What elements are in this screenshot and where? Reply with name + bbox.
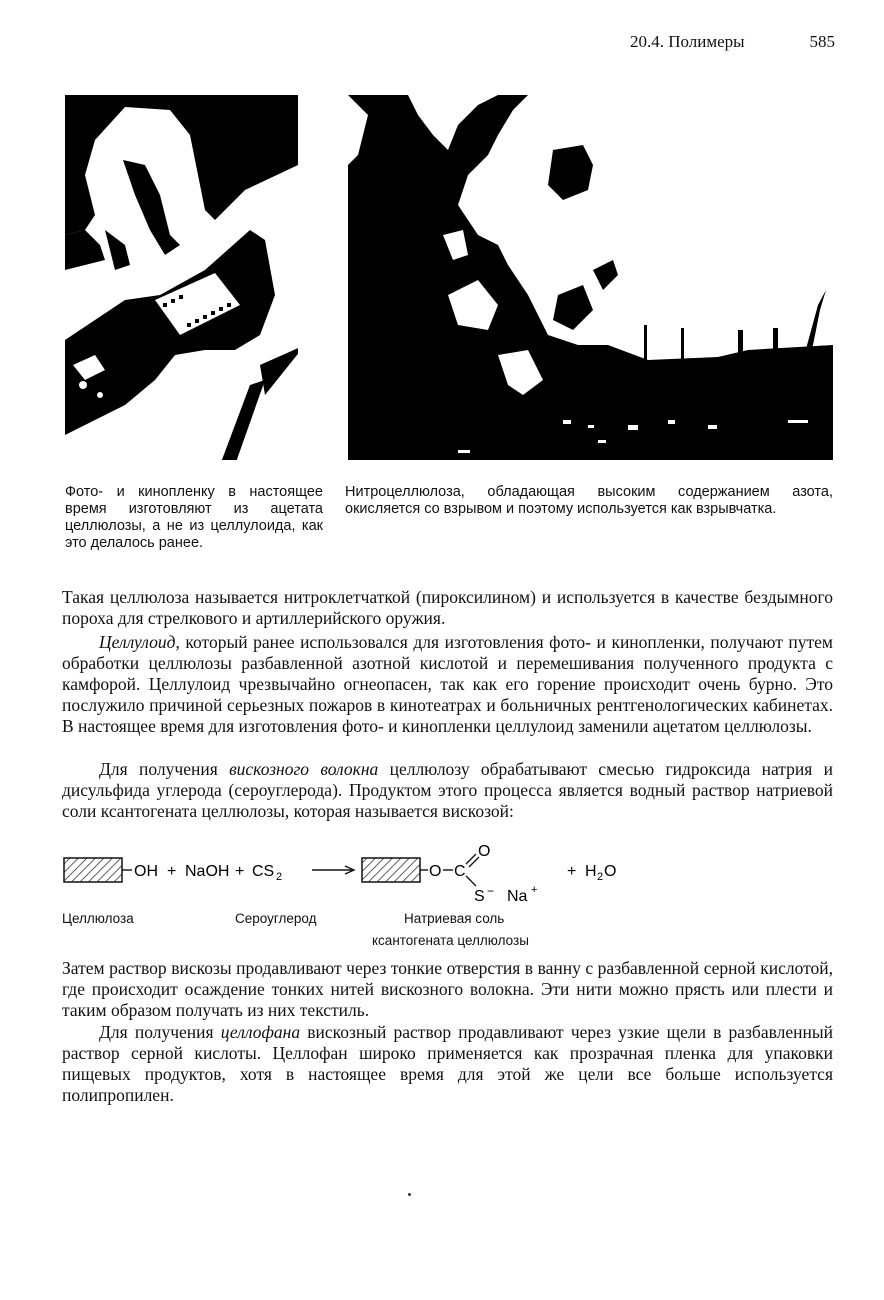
- label-product-line2: ксантогената целлюлозы: [372, 933, 529, 948]
- atom-s: S: [474, 888, 485, 905]
- paragraph-viscose: [62, 759, 833, 822]
- paragraph-text: Затем раствор вискозы продавливают через тонкие отверстия в ванну с разбавленной серной кислотой, где происходит осаждение тонких нитей вискозного волокна. Эти нити можно прясть или плести и таким образом получать из них текстиль.: [62, 958, 833, 1020]
- page-number: 585: [809, 32, 835, 51]
- paragraph-viscose-fiber: [62, 958, 833, 1021]
- paragraph-text: вискозный раствор продавливают через узкие щели в разбавленный раствор серной кислоты. Целлофан широко применяется как прозрачная пленка для упаковки пищевых продуктов, хотя в настоящее время для этой же цели все больше используется полипропилен.: [62, 1022, 833, 1105]
- byproduct-water-end: O: [604, 863, 617, 880]
- reagent-cs2: CS: [252, 863, 275, 880]
- plus-sign: +: [235, 863, 245, 880]
- paragraph-nitrocellulose: [62, 587, 833, 629]
- cellulose-block-icon: [362, 858, 420, 882]
- photo-explosion: [348, 95, 833, 460]
- photo-film-camera-image: [65, 95, 298, 460]
- photo-explosion-image: [348, 95, 833, 460]
- label-product-line1: Натриевая соль: [404, 911, 505, 926]
- charge: −: [487, 884, 495, 898]
- photo-film-camera: [65, 95, 298, 460]
- atom-o: O: [429, 863, 442, 880]
- term-cellophane: целлофана: [220, 1022, 301, 1042]
- atom-o-double: O: [478, 843, 491, 860]
- scan-speck: [408, 1193, 411, 1196]
- plus-sign: +: [167, 863, 177, 880]
- reaction-equation: [62, 840, 662, 905]
- running-header: [630, 32, 835, 52]
- plus-sign: +: [567, 863, 577, 880]
- figure-caption-right: Нитроцеллюлоза, обладающая высоким содержанием азота, окисляется со взрывом и поэтому используется как взрывчатка.: [345, 484, 833, 517]
- charge: +: [531, 884, 538, 896]
- term-celluloid: Целлулоид: [99, 632, 176, 652]
- label-carbon-disulfide: Сероуглерод: [235, 911, 317, 926]
- label-cellulose: Целлюлоза: [62, 911, 134, 926]
- paragraph-celluloid: [62, 632, 833, 737]
- subscript: 2: [597, 871, 604, 883]
- reaction-scheme: [62, 840, 662, 950]
- cellulose-block-icon: [64, 858, 122, 882]
- paragraph-text: , который ранее использовался для изготовления фото- и кинопленки, получают путем обработки целлюлозы разбавленной азотной кислотой и перемешивания полученного продукта с камфорой. Целлулоид чрезвычайно огнеопасен, так как его горение происходит очень бурно. Это послужило причиной серьезных пожаров в кинотеатрах и больничных рентгенологических кабинетах. В настоящее время для изготовления фото- и кинопленки целлулоид заменили ацетатом целлюлозы.: [62, 632, 833, 736]
- paragraph-text-start: Для получения: [99, 1022, 221, 1042]
- figure-caption-left: Фото- и кинопленку в настоящее время изготовляют из ацетата целлюлозы, а не из целлулоида, как это делалось ранее.: [65, 484, 323, 551]
- paragraph-text: Такая целлюлоза называется нитроклетчаткой (пироксилином) и используется в качестве бездымного пороха для стрелкового и артиллерийского оружия.: [62, 587, 833, 628]
- atom-c: C: [454, 863, 466, 880]
- term-viscose-fiber: вискозного волокна: [229, 759, 379, 779]
- byproduct-water: H: [585, 863, 597, 880]
- counter-ion: Na: [507, 888, 528, 905]
- reactant-group: OH: [134, 863, 158, 880]
- reagent-naoh: NaOH: [185, 863, 230, 880]
- paragraph-text: целлюлозу обрабатывают смесью гидроксида натрия и дисульфида углерода (сероуглерода). Продуктом этого процесса является водный раствор натриевой соли ксантогената целлюлозы, которая называется вискозой:: [62, 759, 833, 821]
- section-title: 20.4. Полимеры: [630, 32, 745, 51]
- paragraph-cellophane: [62, 1022, 833, 1106]
- subscript: 2: [276, 871, 283, 883]
- paragraph-text-start: Для получения: [99, 759, 230, 779]
